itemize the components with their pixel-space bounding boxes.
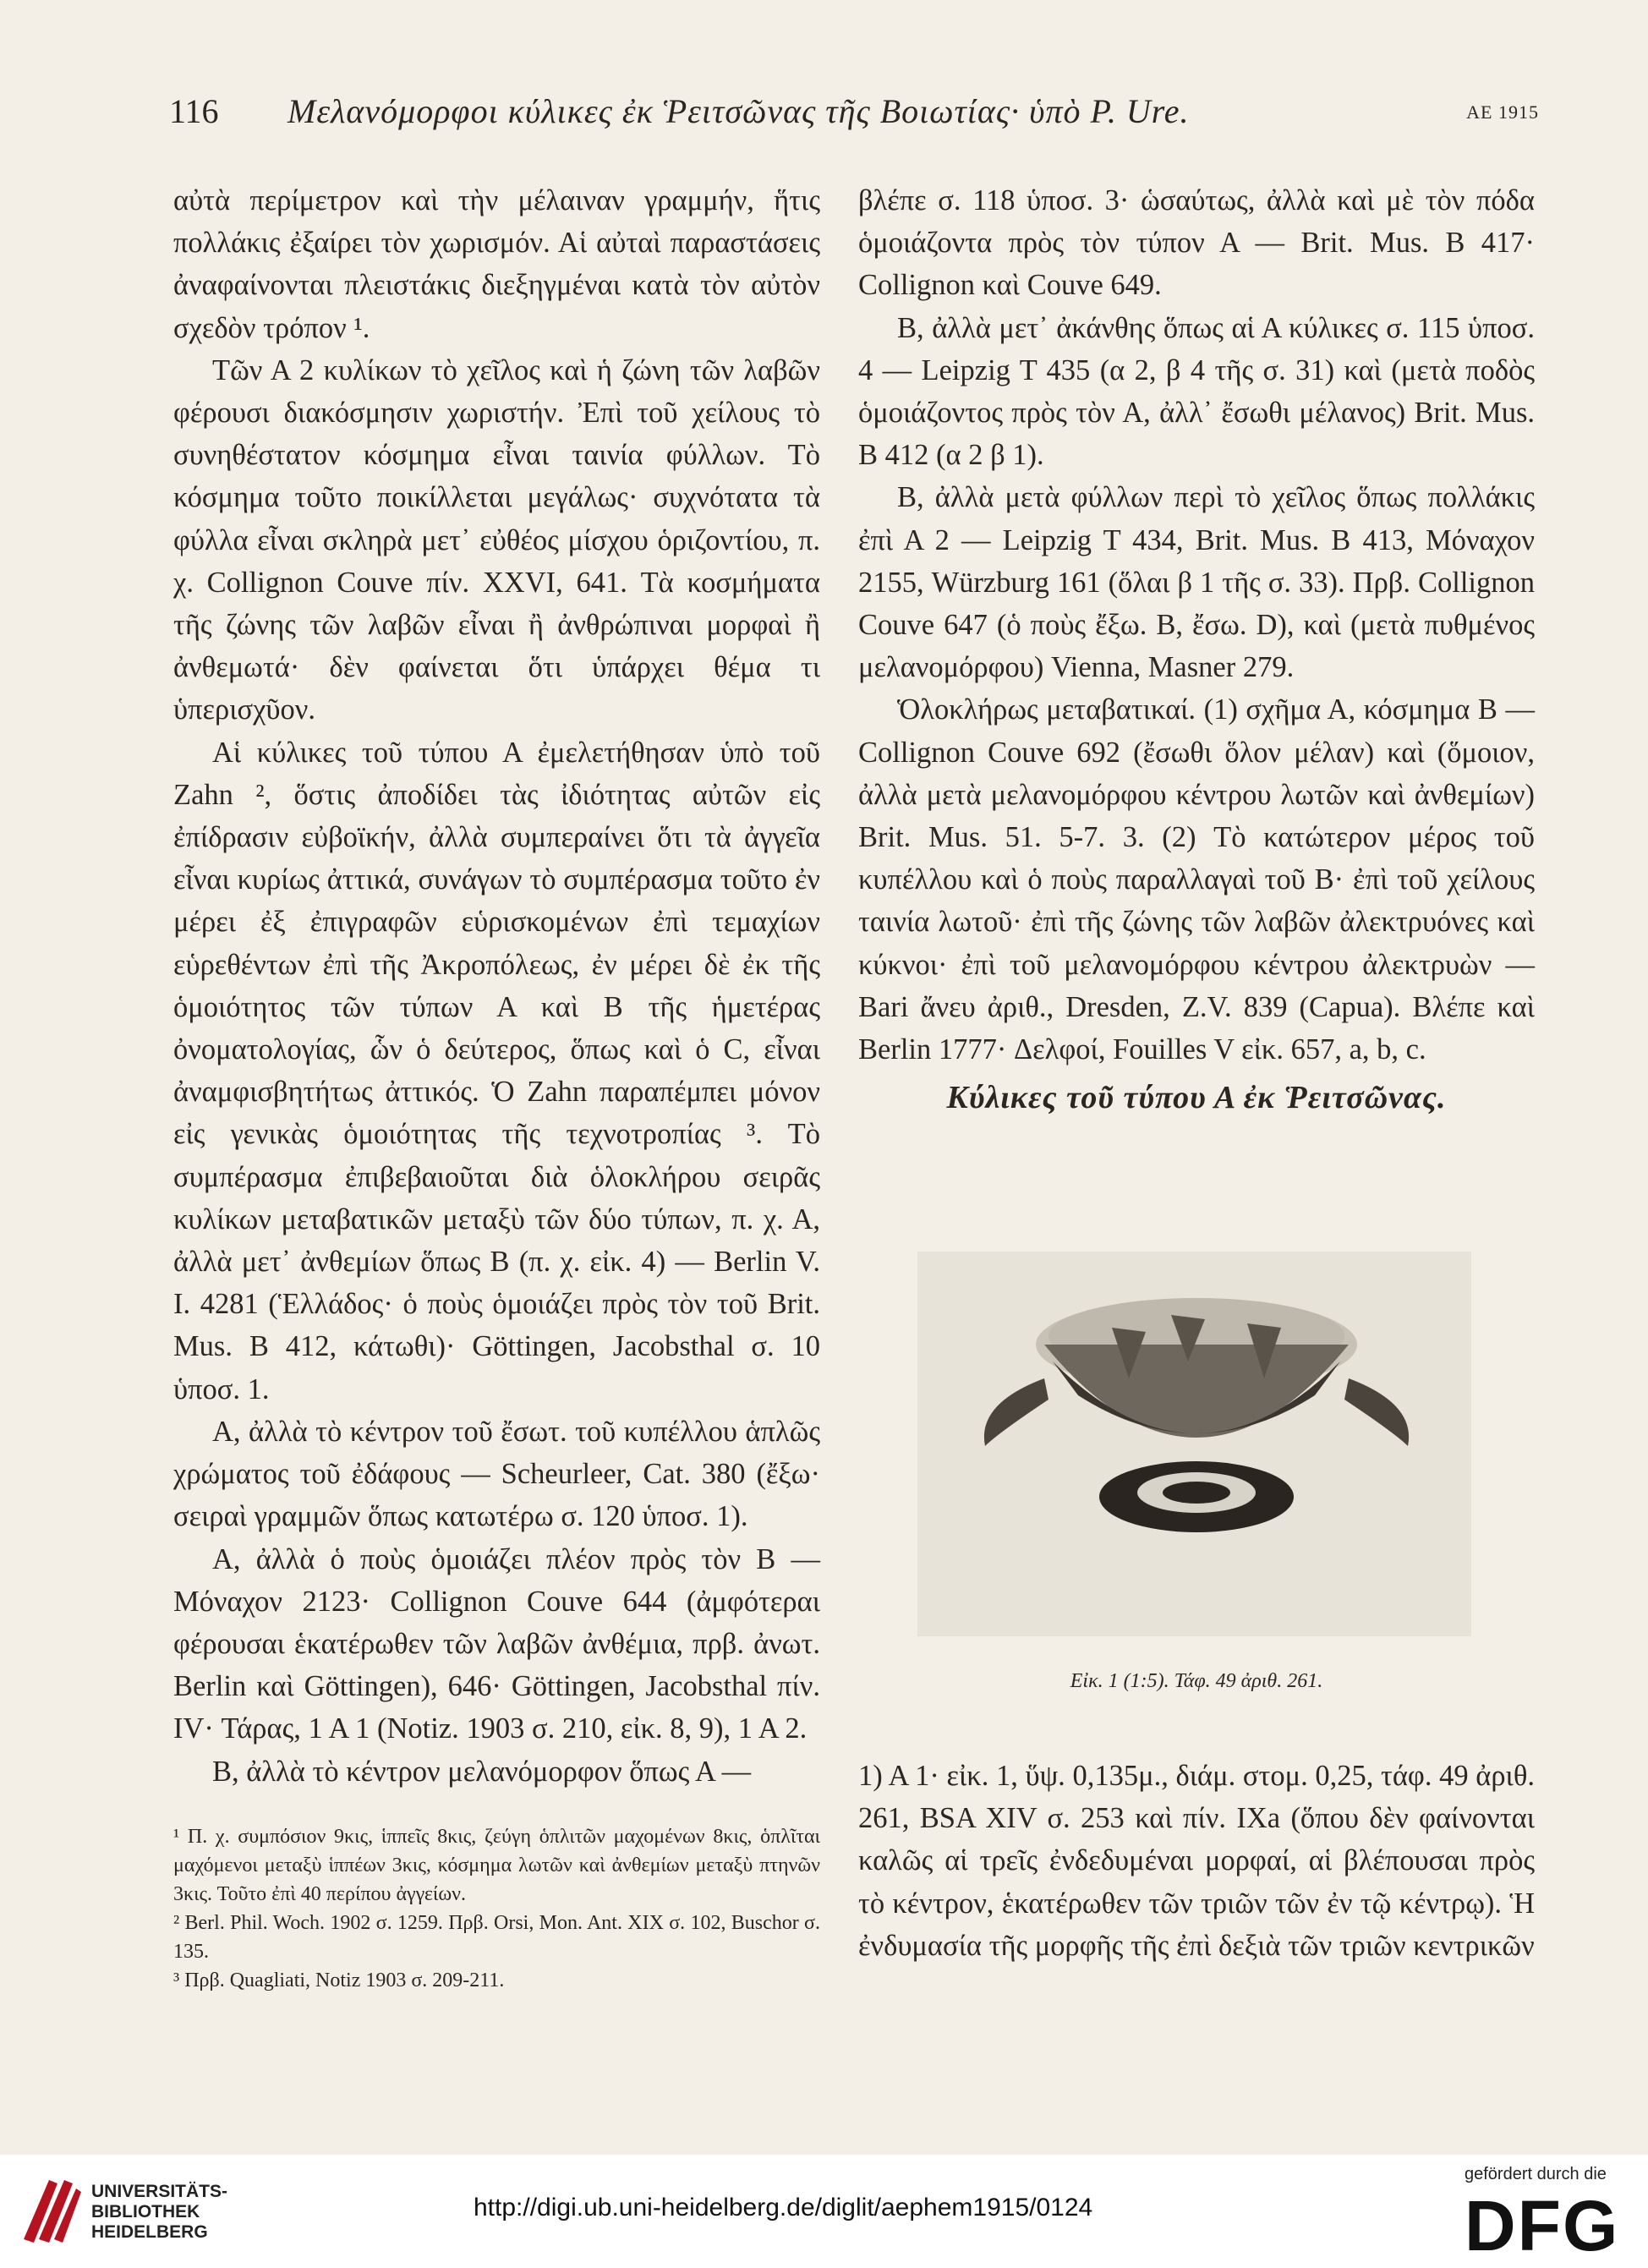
paragraph: Αἱ κύλικες τοῦ τύπου Α ἐμελετήθησαν ὑπὸ τοῦ Zahn ², ὅστις ἀποδίδει τὰς ἰδιότητας αὐτῶν εἰς ἐπίδρασιν εὐβοϊκήν, ἀλλὰ συμπεραίνει ὅτι τὰ ἀγγεῖα εἶναι κυρίως ἀττικά, συνάγων τὸ συμπέρασμα τοῦτο ἐν μέρει ἐξ ἐπιγραφῶν εὑρισκομένων ἐπὶ τεμαχίων εὑρεθέντων ἐπὶ τῆς Ἀκροπόλεως, ἐν μέρει δὲ ἐκ τῆς ὁμοιότητος τῶν τύπων Α καὶ Β τῆς ἡμετέρας ὀνοματολογίας, ὧν ὁ δεύτερος, ὅπως καὶ ὁ C, εἶναι ἀναμφισβητήτως ἀττικός. Ὁ Zahn παραπέμπει μόνον εἰς γενικὰς ὁμοιότητας τῆς τεχνοτροπίας ³. Τὸ συμπέρασμα ἐπιβεβαιοῦται διὰ ὁλοκλήρου σειρᾶς κυλίκων μεταβατικῶν μεταξὺ τῶν δύο τύπων, π. χ. Α, ἀλλὰ μετ᾽ ἀνθεμίων ὅπως Β (π. χ. εἰκ. 4) — Berlin V. I. 4281 (Ἑλλάδος· ὁ ποὺς ὁμοιάζει πρὸς τὸν τοῦ Brit. Mus. Β 412, κάτωθι)· Göttingen, Jacobsthal σ. 10 ὑποσ. 1.	[173, 736, 820, 1405]
right-column	[858, 179, 1535, 1148]
library-name: UNIVERSITÄTS-BIBLIOTHEK HEIDELBERG	[91, 2182, 228, 2242]
section-heading: Κύλικες τοῦ τύπου Α ἐκ Ῥειτσῶνας.	[946, 1080, 1447, 1116]
catalog-entry: 1) Α 1· εἰκ. 1, ὕψ. 0,135μ., διάμ. στομ. 0,25, τάφ. 49 ἀριθ. 261, BSA XIV σ. 253 καὶ πίν. IXa (ὅπου δὲν φαίνονται καλῶς αἱ τρεῖς ἐνδεδυμέναι μορφαί, αἱ βλέπουσαι πρὸς τὸ κέντρον, ἑκατέρωθεν τῶν τριῶν τῶν ἐν τῷ κέντρῳ). Ἡ ἐνδυμασία τῆς μορφῆς τῆς ἐπὶ δεξιὰ τῶν τριῶν κεντρικῶν	[858, 1760, 1535, 1962]
footnotes	[173, 1822, 820, 1995]
paragraph: Τῶν Α 2 κυλίκων τὸ χεῖλος καὶ ἡ ζώνη τῶν λαβῶν φέρουσι διακόσμησιν χωριστήν. Ἐπὶ τοῦ χείλους τὸ συνηθέστατον κόσμημα εἶναι ταινία φύλλων. Τὸ κόσμημα τοῦτο ποικίλλεται μεγάλως· συχνότατα τὰ φύλλα εἶναι σκληρὰ μετ᾽ εὐθέος μίσχου ὁριζοντίου, π. χ. Collignon Couve πίν. XXVI, 641. Τὰ κοσμήματα τῆς ζώνης τῶν λαβῶν εἶναι ἢ ἀνθρώπιναι μορφαὶ ἢ ἀνθεμωτά· δὲν φαίνεται ὅτι ὑπάρχει θέμα τι ὑπερισχῦον.	[173, 353, 820, 726]
paragraph: αὐτὰ περίμετρον καὶ τὴν μέλαιναν γραμμήν, ἥτις πολλάκις ἐξαίρει τὸν χωρισμόν. Αἱ αὐταὶ παραστάσεις ἀναφαίνονται πλειστάκις διεξηγμέναι κατὰ τὸν αὐτὸν σχεδὸν τρόπον ¹.	[173, 184, 820, 344]
footnote-2: ² Berl. Phil. Woch. 1902 σ. 1259. Πρβ. Orsi, Mon. Ant. XIX σ. 102, Buschor σ. 135.	[173, 1912, 820, 1963]
paragraph: Α, ἀλλὰ τὸ κέντρον τοῦ ἔσωτ. τοῦ κυπέλλου ἁπλῶς χρώματος τοῦ ἐδάφους — Scheurleer, Cat. 380 (ἔξω· σειραὶ γραμμῶν ὅπως κατωτέρω σ. 120 ὑποσ. 1).	[173, 1415, 820, 1533]
paragraph: Β, ἀλλὰ μετὰ φύλλων περὶ τὸ χεῖλος ὅπως πολλάκις ἐπὶ Α 2 — Leipzig T 434, Brit. Mus. Β 413, Μόναχον 2155, Würzburg 161 (ὅλαι β 1 τῆς σ. 33). Πρβ. Collignon Couve 647 (ὁ ποὺς ἔξω. Β, ἔσω. D), καὶ (μετὰ πυθμένος μελανομόρφου) Vienna, Masner 279.	[858, 481, 1535, 684]
footnote-1: ¹ Π. χ. συμπόσιον 9κις, ἱππεῖς 8κις, ζεύγη ὁπλιτῶν μαχομένων 8κις, ὁπλῖται μαχόμενοι μεταξὺ ἱππέων 3κις, κόσμημα λωτῶν καὶ ἀνθεμίων μεταξὺ πτηνῶν 3κις. Τοῦτο ἐπὶ 40 περίπου ἀγγείων.	[173, 1826, 820, 1905]
paragraph: Ὁλοκλήρως μεταβατικαί. (1) σχῆμα Α, κόσμημα Β — Collignon Couve 692 (ἔσωθι ὅλον μέλαν) καὶ (ὅμοιον, ἀλλὰ μετὰ μελανομόρφου κέντρου λωτῶν καὶ ἀνθεμίων) Brit. Mus. 51. 5-7. 3. (2) Τὸ κατώτερον μέρος τοῦ κυπέλλου καὶ ὁ ποὺς παραλλαγαὶ τοῦ Β· ἐπὶ τοῦ χείλους ταινία λωτοῦ· ἐπὶ τῆς ζώνης τῶν λαβῶν ἀλεκτρυόνες καὶ κύκνοι· ἐπὶ τοῦ μελανομόρφου κέντρου ἀλεκτρυὼν — Bari ἄνευ ἀριθ., Dresden, Z.V. 839 (Capua). Βλέπε καὶ Berlin 1777· Δελφοί, Fouilles V εἰκ. 657, a, b, c.	[858, 693, 1535, 1066]
paragraph: Β, ἀλλὰ τὸ κέντρον μελανόμορφον ὅπως Α —	[212, 1755, 752, 1788]
permalink[interactable]: http://digi.ub.uni-heidelberg.de/diglit/aephem1915/0124	[474, 2194, 1093, 2221]
running-title: Μελανόμορφοι κύλικες ἐκ Ῥειτσῶνας τῆς Βοιωτίας· ὑπὸ P. Ure.	[287, 92, 1190, 130]
kylix-photograph	[917, 1252, 1471, 1636]
volume-label: ΑΕ 1915	[1466, 101, 1539, 123]
dfg-logo: DFG	[1465, 2186, 1620, 2265]
left-column	[173, 179, 820, 1793]
catalog-section	[858, 1755, 1535, 1967]
paragraph: Α, ἀλλὰ ὁ ποὺς ὁμοιάζει πλέον πρὸς τὸν Β — Μόναχον 2123· Collignon Couve 644 (ἀμφότεραι φέρουσαι ἑκατέρωθεν τῶν λαβῶν ἀνθέμια, πρβ. ἀνωτ. Berlin καὶ Göttingen), 646· Göttingen, Jacobsthal πίν. IV· Τάρας, 1 Α 1 (Notiz. 1903 σ. 210, εἰκ. 8, 9), 1 Α 2.	[173, 1542, 820, 1745]
kylix-image	[917, 1252, 1471, 1636]
paragraph: βλέπε σ. 118 ὑποσ. 3· ὡσαύτως, ἀλλὰ καὶ μὲ τὸν πόδα ὁμοιάζοντα πρὸς τὸν τύπον Α — Brit. Mus. Β 417· Collignon καὶ Couve 649.	[858, 184, 1535, 302]
library-logo-icon	[15, 2172, 83, 2248]
running-header	[169, 91, 1539, 139]
paragraph: Β, ἀλλὰ μετ᾽ ἀκάνθης ὅπως αἱ Α κύλικες σ. 115 ὑποσ. 4 — Leipzig T 435 (α 2, β 4 τῆς σ. 31) καὶ (μετὰ ποδὸς ὁμοιάζοντος πρὸς τὸν Α, ἀλλ᾽ ἔσωθι μέλανος) Brit. Mus. Β 412 (α 2 β 1).	[858, 311, 1535, 472]
digitization-footer	[0, 2155, 1648, 2268]
page-number: 116	[169, 92, 219, 130]
funded-by-label: gefördert durch die	[1465, 2165, 1607, 2183]
footnote-3: ³ Πρβ. Quagliati, Notiz 1903 σ. 209-211.	[173, 1969, 505, 1991]
figure-caption: Εἰκ. 1 (1:5). Τάφ. 49 ἀριθ. 261.	[1070, 1670, 1323, 1692]
